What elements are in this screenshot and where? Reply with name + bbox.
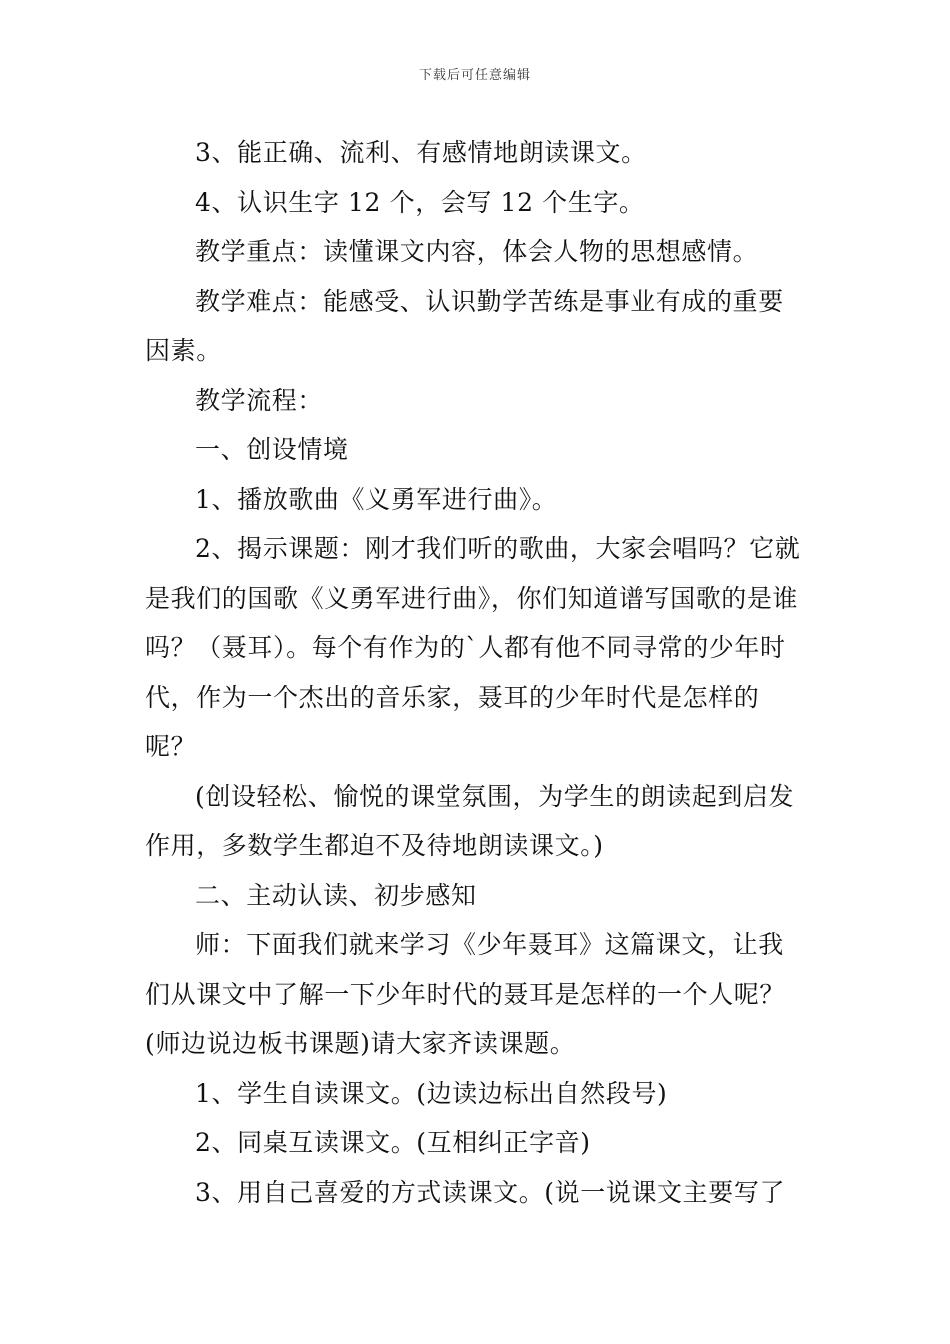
paragraph-read-1: 1、学生自读课文。(边读边标出自然段号) xyxy=(195,1078,668,1108)
paragraph-objective-3: 3、能正确、流利、有感情地朗读课文。 xyxy=(195,138,647,167)
paragraph-read-3: 3、用自己喜爱的方式读课文。(说一说课文主要写了 xyxy=(195,1177,786,1207)
paragraph-teacher-intro: 师：下面我们就来学习《少年聂耳》这篇课文，让我们从课文中了解一下少年时代的聂耳是怎样的一个人呢？(师边说边板书课题)请大家齐读课题。 xyxy=(145,930,786,1058)
paragraph-step-1: 1、播放歌曲《义勇军进行曲》。 xyxy=(195,484,558,514)
document-body xyxy=(145,128,807,1217)
section-heading-1: 一、创设情境 xyxy=(195,435,349,464)
paragraph-step-2: 2、揭示课题：刚才我们听的歌曲，大家会唱吗？它就是我们的国歌《义勇军进行曲》，你们知道谱写国歌的是谁吗？（聂耳）。每个有作为的`人都有他不同寻常的少年时代，作为一个杰出的音乐家，聂耳的少年时代是怎样的呢？ xyxy=(145,534,801,761)
paragraph-difficult-point: 教学难点：能感受、认识勤学苦练是事业有成的重要因素。 xyxy=(145,286,784,365)
paragraph-process-heading: 教学流程： xyxy=(195,385,324,415)
paragraph-key-point: 教学重点：读懂课文内容，体会人物的思想感情。 xyxy=(195,237,759,266)
paragraph-read-2: 2、同桌互读课文。(互相纠正字音) xyxy=(195,1128,591,1157)
page-header-note: 下载后可任意编辑 xyxy=(418,68,531,83)
paragraph-note: (创设轻松、愉悦的课堂氛围，为学生的朗读起到启发作用，多数学生都迫不及待地朗读课文。) xyxy=(145,781,795,860)
section-heading-2: 二、主动认读、初步感知 xyxy=(195,880,477,910)
paragraph-objective-4: 4、认识生字 12 个，会写 12 个生字。 xyxy=(195,187,645,217)
